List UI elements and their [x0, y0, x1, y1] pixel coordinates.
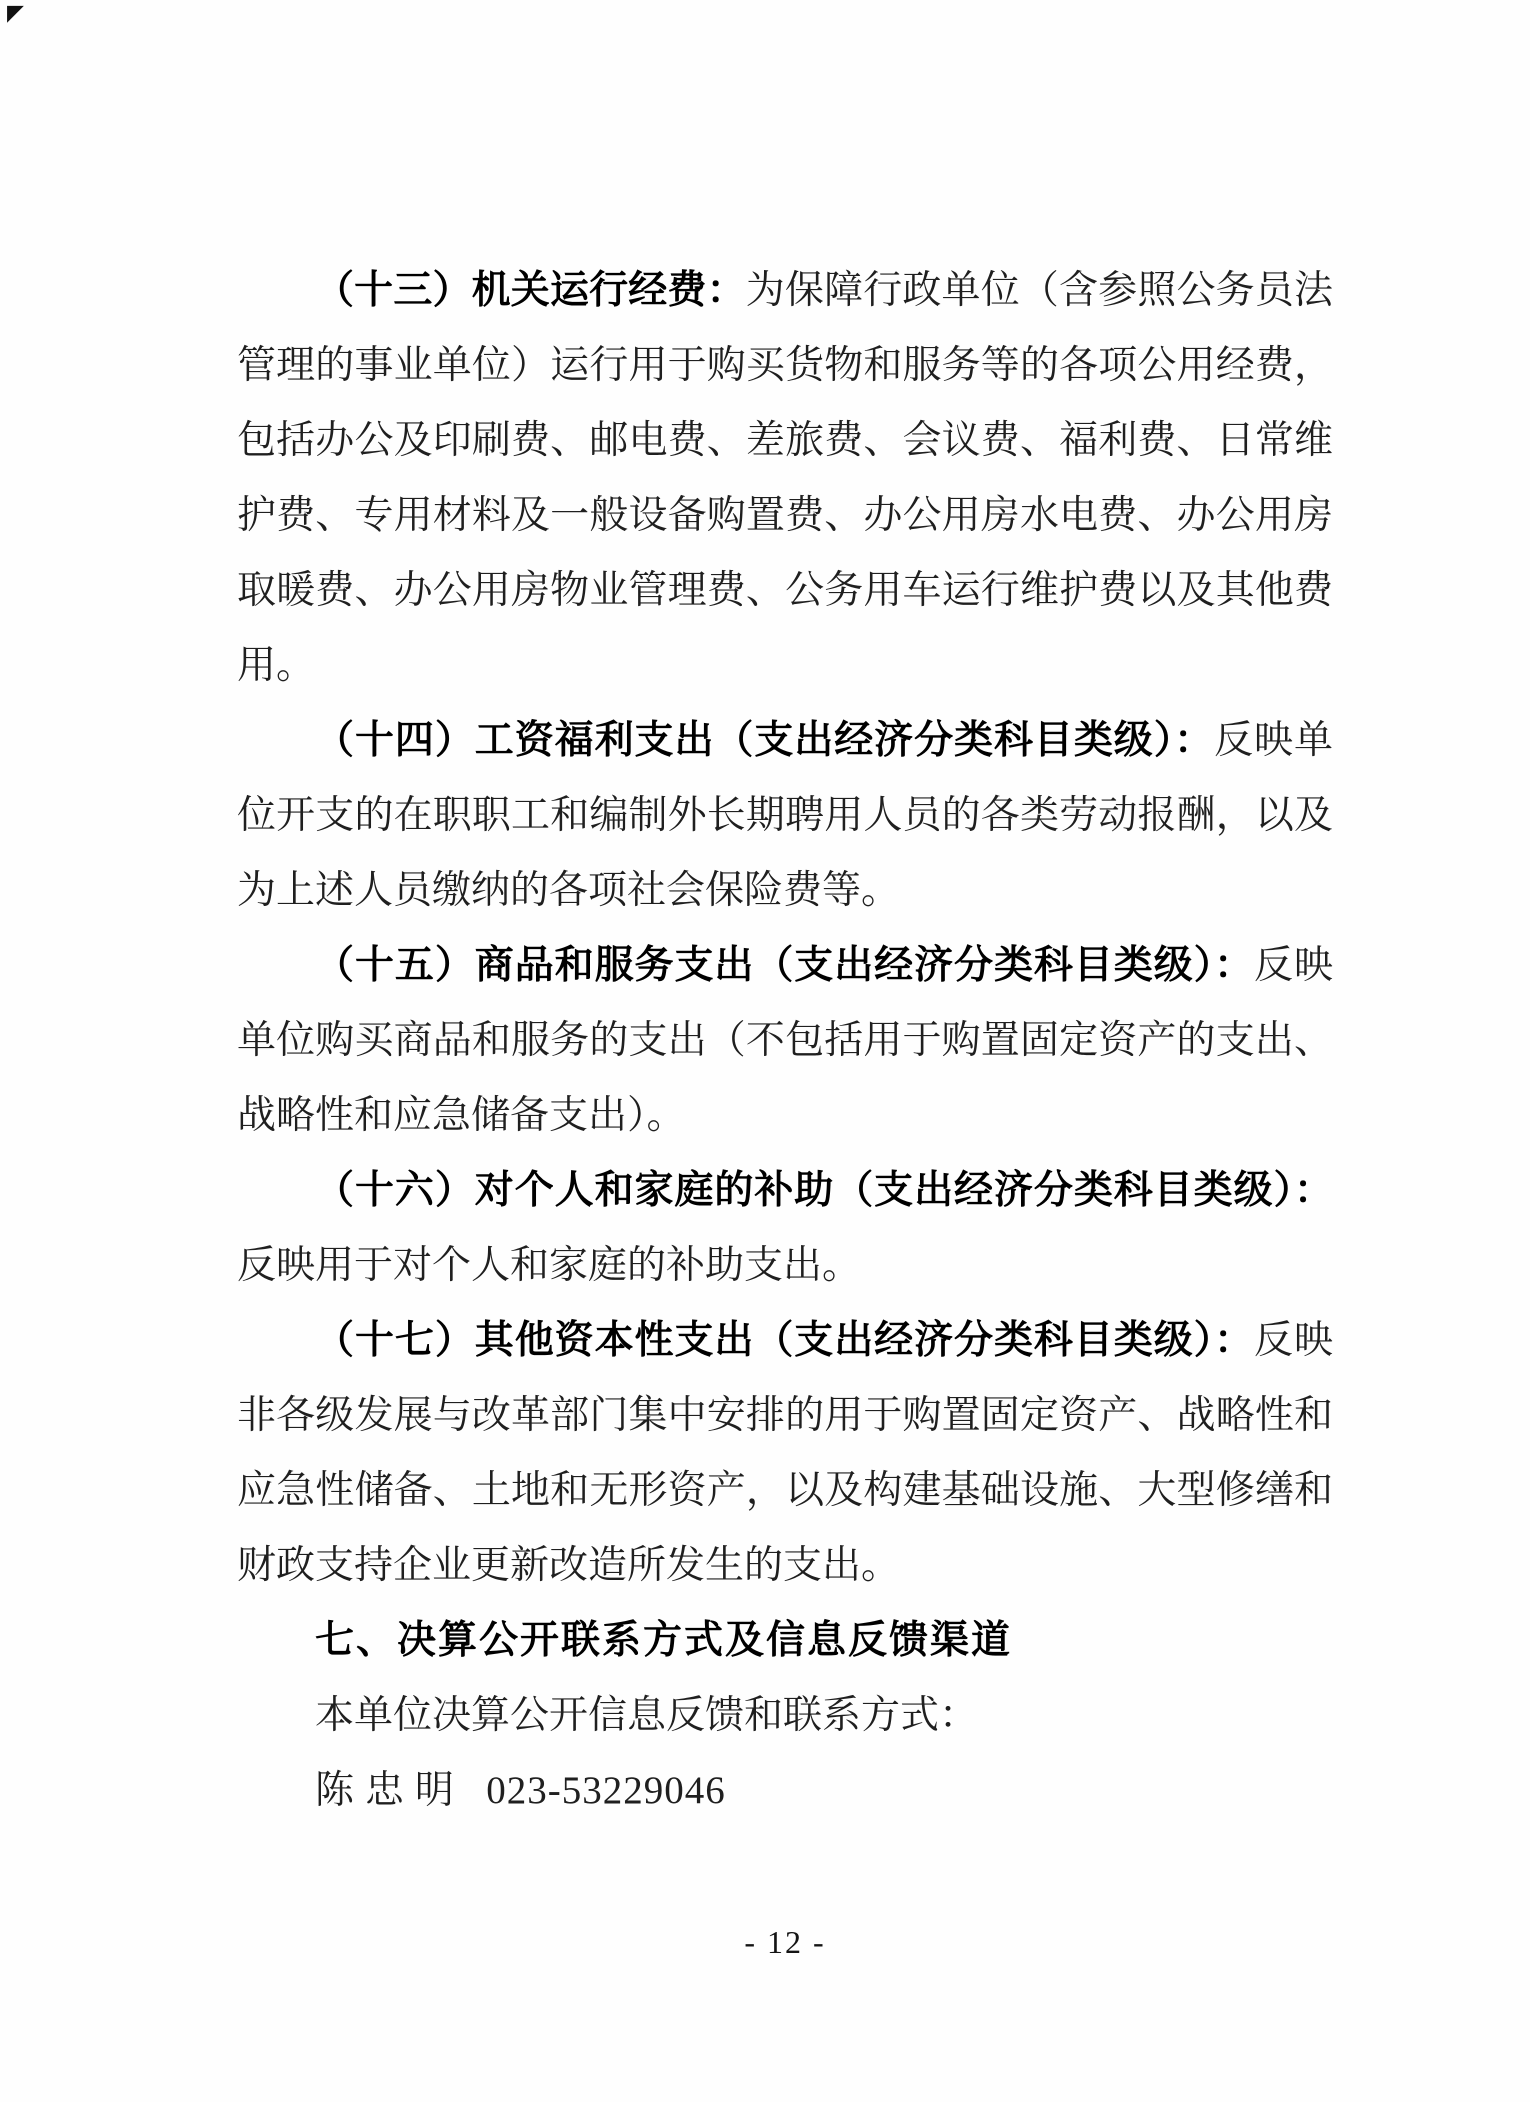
- para-contact-info-run-1: 陈忠明: [315, 1769, 465, 1812]
- para-13-operating-funds-run-1: （十三）机关运行经费：: [315, 269, 746, 312]
- page-footer: [237, 1922, 1333, 1962]
- para-contact-info: [237, 1753, 1333, 1828]
- para-14-wages-welfare-run-1: （十四）工资福利支出（支出经济分类科目类级）：: [315, 719, 1215, 762]
- para-13-operating-funds-run-2: 为保障行政单位（含参照公务员法管理的事业单位）运行用于购买货物和服务等的各项公用经费，包括办公及印刷费、邮电费、差旅费、会议费、福利费、日常维护费、专用材料及一般设备购置费、办公用房水电费、办公用房取暖费、办公用房物业管理费、公务用车运行维护费以及其他费用。: [237, 269, 1333, 687]
- para-contact-intro: [237, 1678, 1333, 1753]
- para-13-operating-funds: [237, 253, 1333, 703]
- document-body: [237, 253, 1333, 1828]
- para-17-capital-expenditure-run-1: （十七）其他资本性支出（支出经济分类科目类级）：: [315, 1319, 1255, 1362]
- para-contact-info-run-2: 023-53229046: [486, 1769, 726, 1812]
- para-16-subsidies-run-1: （十六）对个人和家庭的补助（支出经济分类科目类级）：: [315, 1169, 1333, 1212]
- para-14-wages-welfare: [237, 703, 1333, 928]
- para-15-goods-services-run-1: （十五）商品和服务支出（支出经济分类科目类级）：: [315, 944, 1255, 987]
- para-15-goods-services: [237, 928, 1333, 1153]
- para-15-goods-services-run-2: 反映单位购买商品和服务的支出（不包括用于购置固定资产的支出、战略性和应急储备支出）。: [237, 944, 1333, 1137]
- para-16-subsidies-run-2: 反映用于对个人和家庭的补助支出。: [237, 1244, 862, 1287]
- para-17-capital-expenditure-run-2: 反映非各级发展与改革部门集中安排的用于购置固定资产、战略性和应急性储备、土地和无形资产，以及构建基础设施、大型修缮和财政支持企业更新改造所发生的支出。: [237, 1319, 1333, 1587]
- para-16-subsidies: [237, 1153, 1333, 1303]
- section-7-heading: [237, 1603, 1333, 1678]
- para-17-capital-expenditure: [237, 1303, 1333, 1603]
- scan-artifact-icon: ◤: [7, 0, 24, 25]
- para-14-wages-welfare-run-2: 反映单位开支的在职职工和编制外长期聘用人员的各类劳动报酬，以及为上述人员缴纳的各项社会保险费等。: [237, 719, 1333, 912]
- section-7-heading-run-1: 七、决算公开联系方式及信息反馈渠道: [315, 1619, 1013, 1662]
- para-contact-intro-run-1: 本单位决算公开信息反馈和联系方式：: [315, 1694, 979, 1737]
- page-number: - 12 -: [744, 1924, 826, 1960]
